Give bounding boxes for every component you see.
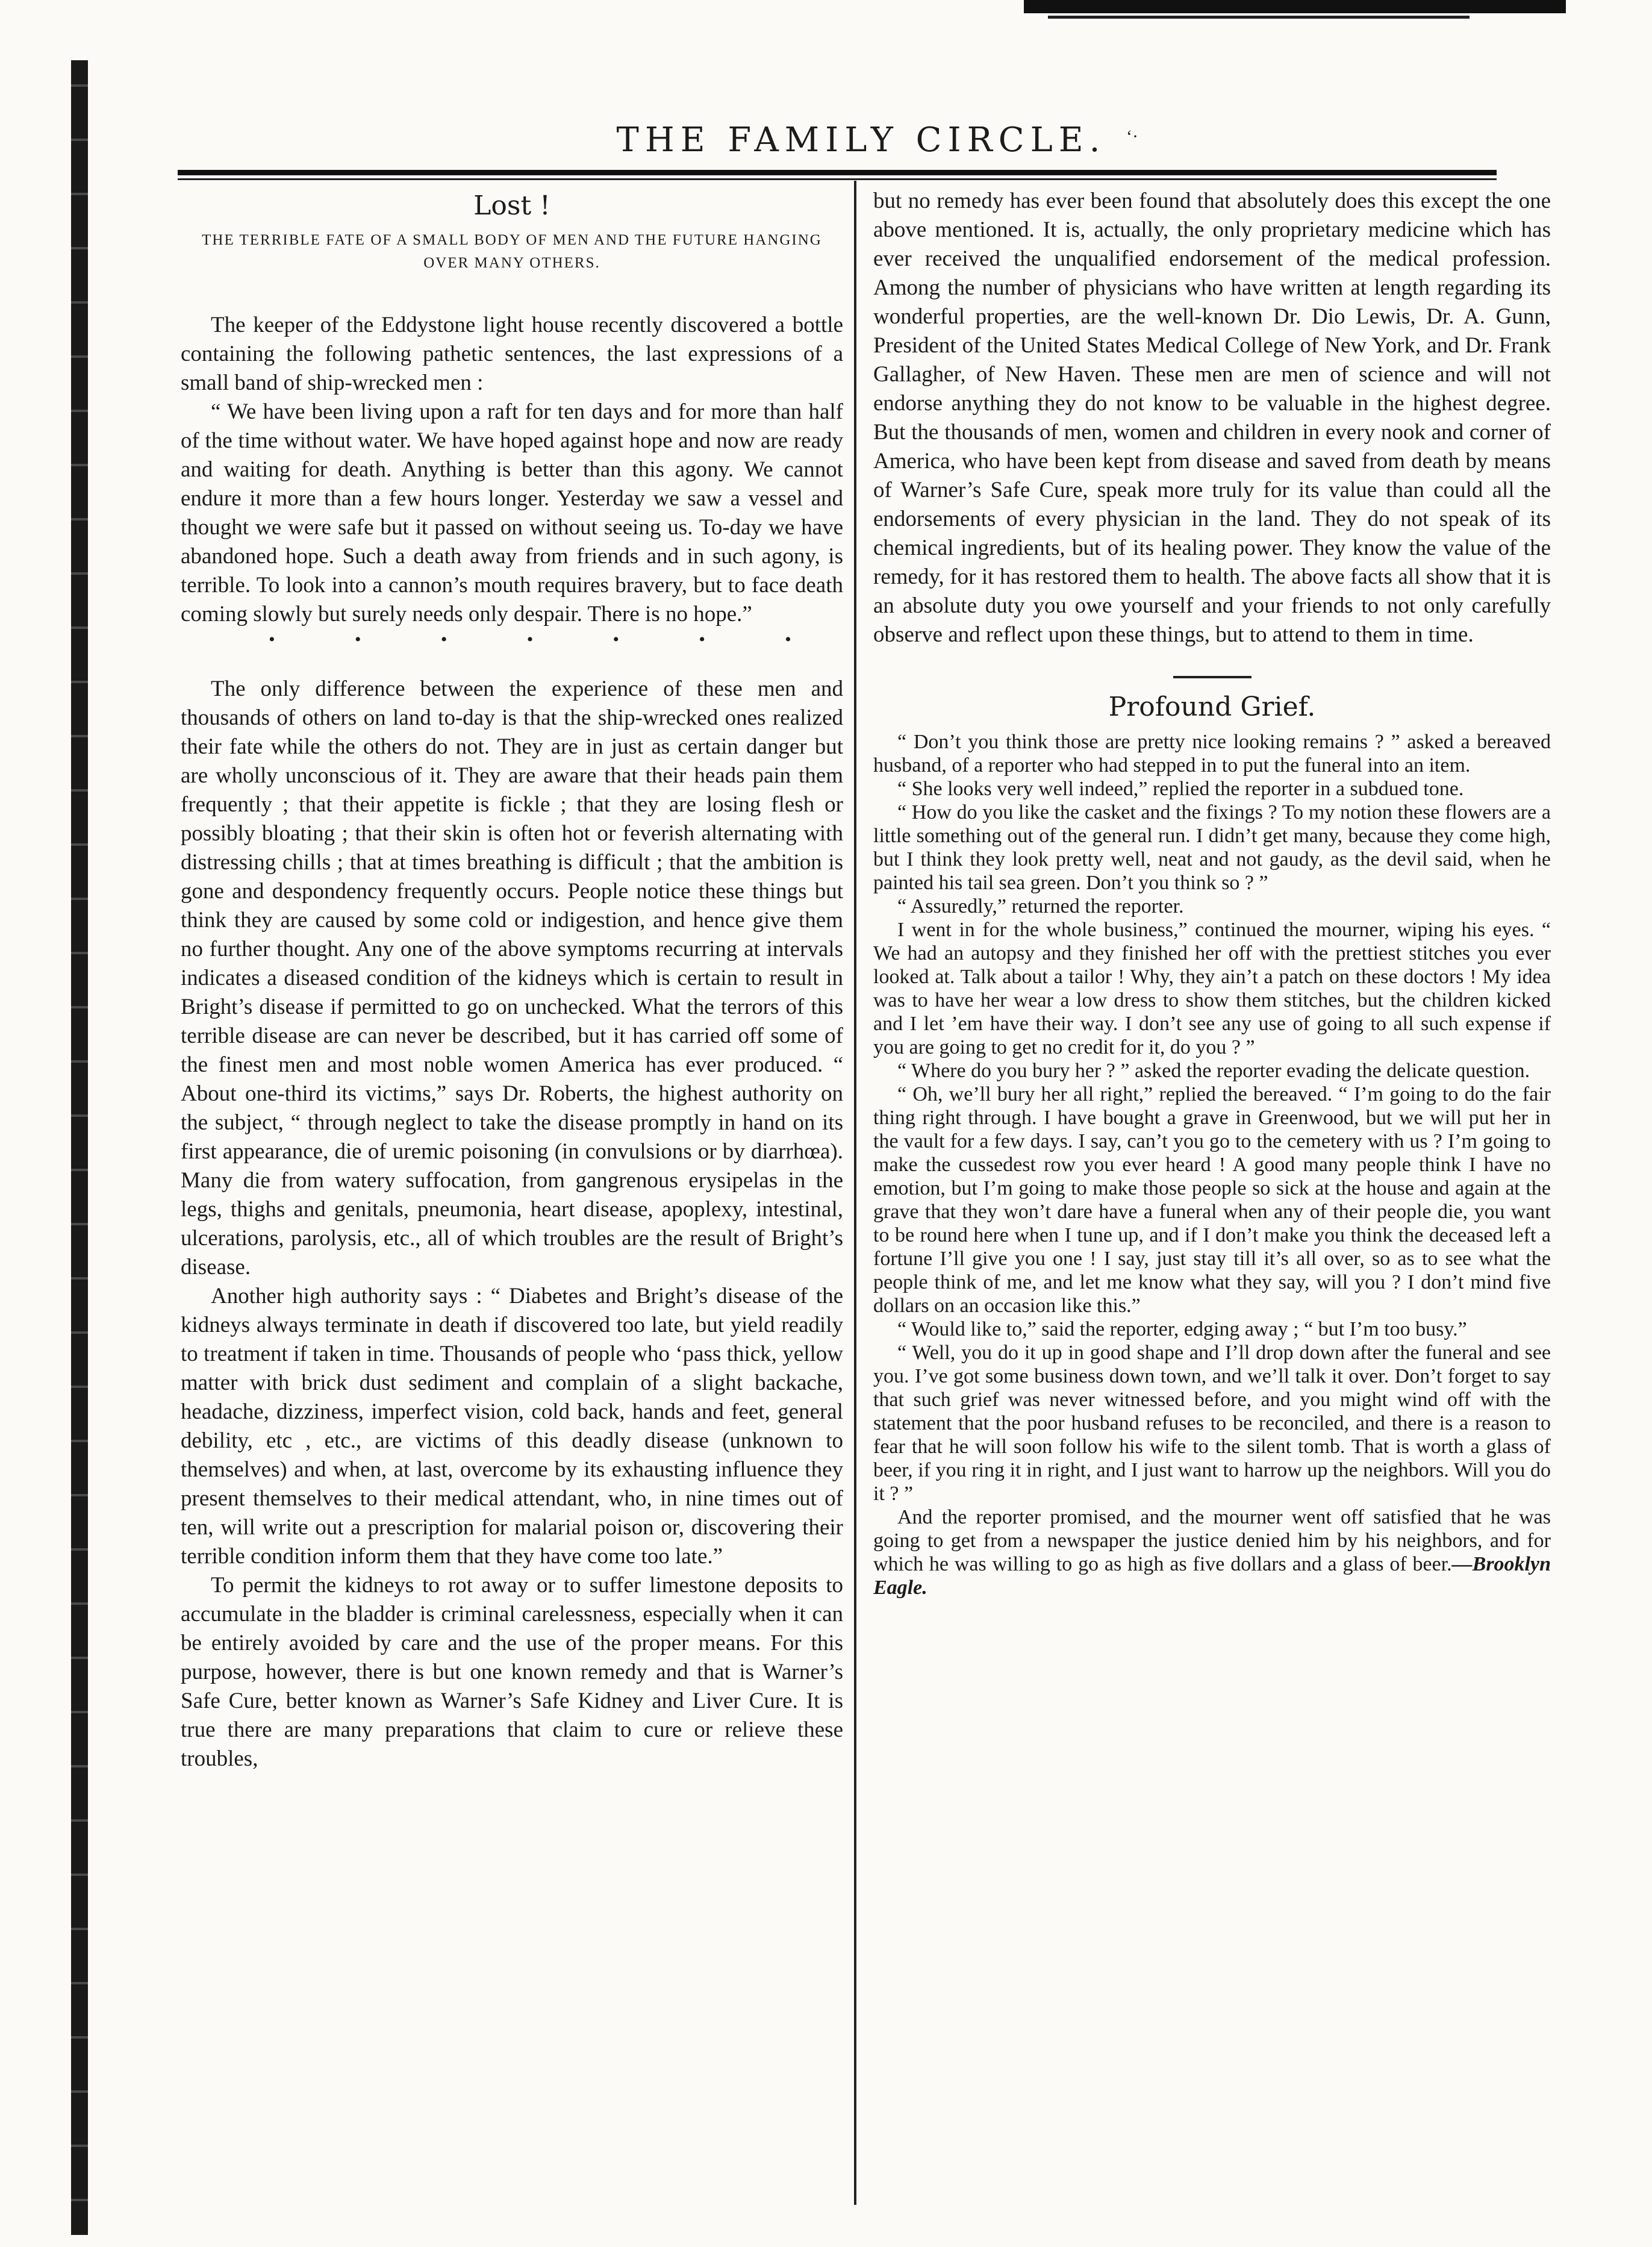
article-paragraph: “ How do you like the casket and the fixings ? To my notion these flowers are a little something out of the general run. I didn’t get many, because they come high, but I think they look pretty well, neat and not gaudy, as the devil said, when he painted his tail sea green. Don’t you think so ? ” [873,801,1551,894]
article-paragraph-text: And the reporter promised, and the mourner went off satisfied that he was going to get from a newspaper the justice denied him by his neighbors, and for which he was willing to go as high as five dollars and a glass of beer. [873,1506,1551,1575]
article-paragraph: To permit the kidneys to rot away or to suffer limestone deposits to accumulate in the bladder is criminal carelessness, especially when it can be entirely avoided by care and the use of the proper means. For this purpose, however, there is but one known remedy and that is Warner’s Safe Cure, better known as Warner’s Safe Kidney and Liver Cure. It is true there are many preparations that claim to cure or relieve these troubles, [181,1573,843,1771]
section-break: • • • • • • • [269,630,791,649]
page-binding-edge [71,60,88,2235]
article-paragraph: “ Don’t you think those are pretty nice looking remains ? ” asked a bereaved husband, of a reporter who had stepped in to put the funeral into an item. [873,731,1551,777]
right-column [873,187,1551,1599]
article-paragraph: “ Assuredly,” returned the reporter. [897,895,1184,917]
article-headline: Lost ! [473,190,550,221]
article-separator [1173,676,1251,678]
article-body [873,730,1551,1599]
article-paragraph: The only difference between the experience of these men and thousands of others on land to-day is that the ship-wrecked ones realized their fate while the others do not. They are in just as certain danger but are wholly unconscious of it. They are aware that their heads pain them frequently ; that their appetite is fickle ; that they are losing flesh or possibly bloating ; that their skin is often hot or feverish alternating with distressing chills ; that at times breathing is difficult ; that the ambition is gone and despondency frequently occurs. People notice these things but think they are caused by some cold or indigestion, and hence give them no further thought. Any one of the above symptoms recurring at intervals indicates a diseased condition of the kidneys which is certain to result in Bright’s disease if permitted to go on unchecked. What the terrors of this terrible disease are can never be described, but it has carried off some of the finest men and most noble women America has ever produced. “ About one-third its victims,” says Dr. Roberts, the highest authority on the subject, “ through neglect to take the disease promptly in hand on its first appearance, die of uremic poisoning (in convulsions or by diarrhœa). Many die from watery suffocation, from gangrenous erysipelas in the legs, thighs and genitals, pneumonia, heart disease, apoplexy, intestinal, ulcerations, parolysis, etc., all of which troubles are the result of Bright’s disease. [181,677,843,1280]
article-paragraph: but no remedy has ever been found that absolutely does this except the one above mentioned. It is, actually, the only proprietary medicine which has ever received the unqualified endorsement of the medical profession. Among the number of physicians who have written at length regarding its wonderful properties, are the well-known Dr. Dio Lewis, Dr. A. Gunn, President of the United States Medical College of New York, and Dr. Frank Gallagher, of New Haven. These men are men of science and will not endorse anything they do not know to be valuable in the highest degree. But the thousands of men, women and children in every nook and corner of America, who have been kept from disease and saved from death by means of Warner’s Safe Cure, speak more truly for its value than could all the endorsements of every physician in the land. They do not speak of its chemical ingredients, but of its healing power. They know the value of the remedy, for it has restored them to health. The above facts all show that it is an absolute duty you owe yourself and your friends to not only carefully observe and reflect upon these things, but to attend to them in time. [873,189,1551,647]
masthead-title: THE FAMILY CIRCLE. [616,120,1106,160]
header-rule [178,178,1497,180]
scan-edge-bar [1024,0,1566,13]
article-paragraph: “ She looks very well indeed,” replied the reporter in a subdued tone. [897,778,1464,800]
article-paragraph: “ Would like to,” said the reporter, edging away ; “ but I’m too busy.” [897,1318,1467,1340]
article-paragraph: Another high authority says : “ Diabetes and Bright’s disease of the kidneys always terminate in death if discovered too late, but yield readily to treatment if taken in time. Thousands of people who ‘pass thick, yellow matter with brick dust sediment and complain of a slight backache, headache, dizziness, imperfect vision, cold back, hands and feet, general debility, etc , etc., are victims of this deadly disease (unknown to themselves) and when, at last, overcome by its exhausting influence they present themselves to their medical attendant, who, in nine times out of ten, will write out a prescription for malarial poison or, discovering their terrible condition inform them that they have come too late.” [181,1284,843,1569]
article-paragraph: I went in for the whole business,” continued the mourner, wiping his eyes. “ We had an autopsy and they finished her off with the prettiest stitches you ever looked at. Talk about a tailor ! Why, they ain’t a patch on these doctors ! My idea was to have her wear a low dress to show them stitches, but the children kicked and I let ’em have their way. I don’t see any use of going to all such expense if you are going to get no credit for it, do you ? ” [873,919,1551,1058]
article-paragraph: “ Well, you do it up in good shape and I’ll drop down after the funeral and see you. I’ve got some business down town, and we’ll talk it over. Don’t forget to say that such grief was never witnessed before, and you might wind off with the statement that the poor husband refuses to be reconciled, and there is a reason to fear that he will soon follow his wife to the silent tomb. That is worth a glass of beer, if you ring it in right, and I just want to harrow up the neighbors. Will you do it ? ” [873,1342,1551,1505]
column-divider [854,181,856,2205]
article-paragraph [873,1505,1551,1599]
article-paragraph: “ We have been living upon a raft for ten days and for more than half of the time without water. We have hoped against hope and now are ready and waiting for death. Anything is better than this agony. We cannot endure it more than a few hours longer. Yesterday we saw a vessel and thought we were safe but it passed on without seeing us. To-day we have abandoned hope. Such a death away from friends and in such agony, is terrible. To look into a cannon’s mouth requires bravery, but to face death coming slowly but surely needs only despair. There is no hope.” [181,399,843,627]
masthead-mark: ‘· [1126,127,1138,146]
article-subheadline: THE TERRIBLE FATE OF A SMALL BODY OF MEN AND THE FUTURE HANGING OVER MANY OTHERS. [202,232,822,271]
scan-edge-bar [1048,16,1470,19]
article-headline: Profound Grief. [1108,692,1316,722]
article-paragraph: The keeper of the Eddystone light house recently discovered a bottle containing the following pathetic sentences, the last expressions of a small band of ship-wrecked men : [181,313,843,395]
left-column [181,187,843,1774]
article-paragraph: “ Where do you bury her ? ” asked the reporter evading the delicate question. [897,1060,1530,1082]
article-signoff: —Brooklyn Eagle. [873,1553,1551,1599]
header-rule [178,170,1497,175]
article-paragraph: “ Oh, we’ll bury her all right,” replied the bereaved. “ I’m going to do the fair thing right through. I have bought a grave in Greenwood, but we will put her in the vault for a few days. I say, can’t you go to the cemetery with us ? I’m going to make the cussedest row you ever heard ! A good many people think I have no emotion, but I’m going to make those people so sick at the house and again at the grave that they won’t dare have a funeral when any of their people die, you want to be round here when I tune up, and if I don’t make you think the deceased left a fortune I’ll give you one ! I say, just stay till it’s all over, so as to see what the people think of me, and let me know what they say, will you ? I don’t mind five dollars on an occasion like this.” [873,1083,1551,1317]
